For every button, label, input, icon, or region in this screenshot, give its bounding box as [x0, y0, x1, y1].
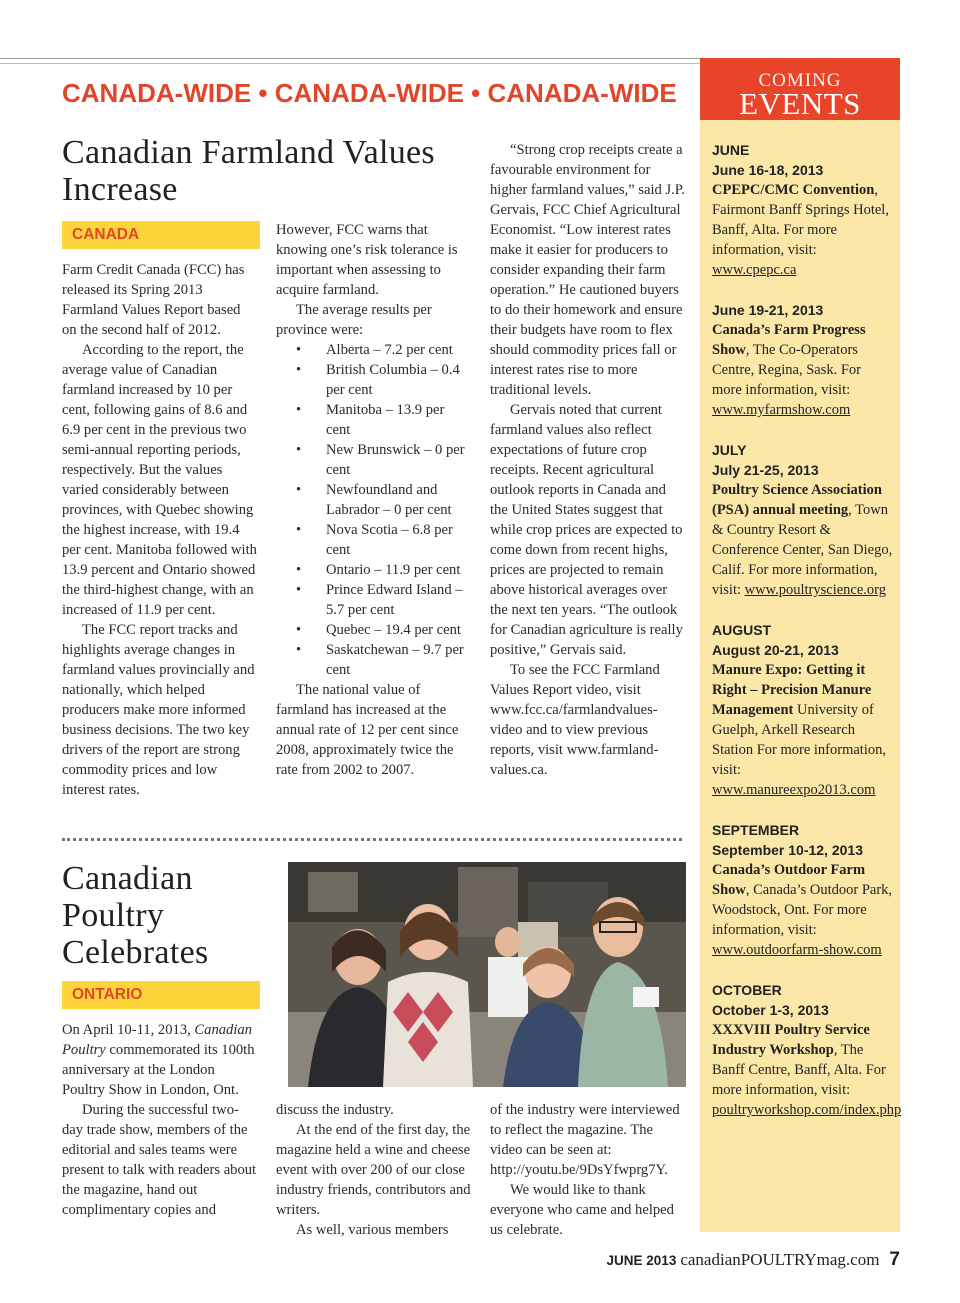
- article1-title-line1: Canadian Farmland Values: [62, 134, 435, 171]
- event-group-photo: [288, 862, 686, 1087]
- coming-label: COMING: [758, 70, 842, 91]
- article1-paragraph: “Strong crop receipts create a favourable environment for higher farmland values,” said J.P. Gervais, FCC Chief Agricultural Economist. “Low interest rates make it easier for producers to consider expanding their farm operation.” He cautioned buyers to do their homework and ensure their budgets have room to flex should commodity prices fall or interest rates rise to more traditional levels.: [490, 142, 685, 398]
- article2-column-2: [276, 1100, 472, 1240]
- event-link[interactable]: www.poultryscience.org: [744, 582, 886, 598]
- coming-events-header: [700, 58, 900, 120]
- article1-title: [62, 134, 435, 208]
- events-list: [712, 140, 902, 1120]
- event-description: [712, 1020, 902, 1120]
- event-item: [712, 300, 894, 420]
- page-number: 7: [889, 1249, 900, 1270]
- province-result-item: • Prince Edward Island – 5.7 per cent: [276, 580, 472, 620]
- event-description: [712, 860, 894, 960]
- coming-events-sidebar: [700, 58, 900, 1232]
- event-date: June 16-18, 2013: [712, 162, 824, 178]
- page-footer: [580, 1249, 900, 1271]
- article1-region-tag: CANADA: [62, 221, 260, 249]
- event-link[interactable]: www.manureexpo2013.com: [712, 782, 876, 798]
- event-details: , Fairmont Banff Springs Hotel, Banff, Alta. For more information, visit:: [712, 182, 889, 258]
- province-result-item: • Newfoundland and Labrador – 0 per cent: [276, 480, 472, 520]
- top-rule: [0, 58, 700, 59]
- issue-date: JUNE 2013: [606, 1253, 677, 1268]
- event-name: Canada’s Farm Progress Show: [712, 322, 866, 358]
- article1-paragraph: The average results per province were:: [276, 302, 432, 338]
- article2-region-tag: ONTARIO: [62, 981, 260, 1009]
- event-name: Poultry Science Association (PSA) annual meeting: [712, 482, 882, 518]
- event-link[interactable]: www.cpepc.ca: [712, 262, 797, 278]
- article2-title: [62, 860, 209, 971]
- event-date: September 10-12, 2013: [712, 842, 863, 858]
- event-description: [712, 480, 894, 600]
- event-name: Canada’s Outdoor Farm Show: [712, 862, 866, 898]
- article2-paragraph: As well, various members: [296, 1222, 449, 1238]
- province-results-list: [276, 340, 472, 680]
- event-item: [712, 460, 894, 600]
- event-description: [712, 180, 894, 280]
- event-link[interactable]: www.outdoorfarm-show.com: [712, 942, 882, 958]
- article1-column-2: [276, 220, 472, 780]
- event-description: [712, 320, 894, 420]
- event-name: XXXVIII Poultry Service Industry Workshop: [712, 1022, 870, 1058]
- province-result-item: • New Brunswick – 0 per cent: [276, 440, 472, 480]
- article-divider: [62, 838, 682, 841]
- article1-paragraph: However, FCC warns that knowing one’s risk tolerance is important when assessing to acquire farmland.: [276, 222, 458, 298]
- events-label: EVENTS: [739, 86, 861, 121]
- article2-paragraph: We would like to thank everyone who came and helped us celebrate.: [490, 1182, 674, 1238]
- event-date: August 20-21, 2013: [712, 642, 839, 658]
- article2-title-line3: Celebrates: [62, 934, 209, 971]
- article1-paragraph: According to the report, the average value of Canadian farmland increased by 10 per cent, following gains of 8.6 and 6.9 per cent in the previous two semi-annual reporting periods, respectively. But the values varied considerably between provinces, with Quebec showing the highest increase, with 19.4 per cent. Manitoba followed with 13.9 percent and Ontario showed the third-highest change, with an increased of 11.9 per cent.: [62, 342, 257, 618]
- article2-text: commemorated its 100th anniversary at the London Poultry Show in London, Ont.: [62, 1042, 255, 1098]
- event-date: October 1-3, 2013: [712, 1002, 829, 1018]
- article2-paragraph: During the successful two-day trade show, members of the editorial and sales teams were present to talk with readers about the magazine, hand out complimentary copies and: [62, 1102, 257, 1218]
- province-result-item: • Ontario – 11.9 per cent: [276, 560, 472, 580]
- event-month-heading: SEPTEMBER: [712, 822, 800, 838]
- event-month-heading: JULY: [712, 442, 747, 458]
- province-result-item: • Nova Scotia – 6.8 per cent: [276, 520, 472, 560]
- article2-paragraph: [62, 1020, 258, 1100]
- event-description: [712, 660, 894, 800]
- article1-paragraph: Gervais noted that current farmland values also reflect expectations of future crop receipts. Recent agricultural outlook reports in Canada and the United States suggest that while crop prices are expected to come down from recent highs, prices are projected to remain above historical averages over the next ten years. “The outlook for Canadian agriculture is really positive,” Gervais said.: [490, 402, 683, 658]
- event-link[interactable]: www.myfarmshow.com: [712, 402, 851, 418]
- article2-title-line1: Canadian: [62, 860, 193, 897]
- article1-paragraph: To see the FCC Farmland Values Report video, visit www.fcc.ca/farmlandvalues-video and to view previous reports, visit www.farmland-values.ca.: [490, 662, 660, 778]
- article2-title-line2: Poultry: [62, 897, 165, 934]
- article2-paragraph: discuss the industry.: [276, 1102, 394, 1118]
- article2-column-1: [62, 1020, 258, 1220]
- group-photo-illustration: [288, 862, 686, 1087]
- article2-paragraph: At the end of the first day, the magazine held a wine and cheese event with over 200 of our close industry friends, contributors and writers.: [276, 1122, 471, 1218]
- article1-column-3: [490, 140, 686, 780]
- event-details: , Canada’s Outdoor Park, Woodstock, Ont. For more information, visit:: [712, 882, 893, 938]
- article2-text: On April 10-11, 2013,: [62, 1022, 195, 1038]
- magazine-website: canadianPOULTRYmag.com: [680, 1250, 880, 1269]
- province-result-item: • Alberta – 7.2 per cent: [276, 340, 472, 360]
- magazine-name: Canadian Poultry: [62, 1022, 252, 1058]
- event-month-heading: JUNE: [712, 142, 750, 158]
- article1-paragraph: The national value of farmland has increased at the annual rate of 12 per cent since 2008, approximately twice the rate from 2002 to 2007.: [276, 682, 459, 778]
- event-item: [712, 840, 894, 960]
- event-link[interactable]: poultryworkshop.com/index.php: [712, 1102, 902, 1118]
- event-name: Manure Expo: Getting it Right – Precision Manure Management: [712, 662, 872, 718]
- event-details: University of Guelph, Arkell Research Station For more information, visit:: [712, 702, 886, 778]
- event-item: [712, 160, 894, 280]
- province-result-item: • Saskatchewan – 9.7 per cent: [276, 640, 472, 680]
- article1-paragraph: The FCC report tracks and highlights average changes in farmland values provincially and nationally, which helped producers make more informed business decisions. The two key drivers of the report are strong commodity prices and low interest rates.: [62, 622, 255, 798]
- event-date: June 19-21, 2013: [712, 302, 824, 318]
- province-result-item: • Quebec – 19.4 per cent: [276, 620, 472, 640]
- event-details: , Town & Country Resort & Conference Center, San Diego, Calif. For more information, visit:: [712, 502, 893, 598]
- province-result-item: • Manitoba – 13.9 per cent: [276, 400, 472, 440]
- event-month-heading: OCTOBER: [712, 982, 782, 998]
- top-rule-secondary: [0, 63, 700, 64]
- event-date: July 21-25, 2013: [712, 462, 819, 478]
- event-details: , The Co-Operators Centre, Regina, Sask. For more information, visit:: [712, 342, 862, 398]
- event-item: [712, 640, 894, 800]
- event-name: CPEPC/CMC Convention: [712, 182, 875, 198]
- article2-paragraph: of the industry were interviewed to reflect the magazine. The video can be seen at: http://youtu.be/9DsYfwprg7Y.: [490, 1102, 680, 1178]
- article2-column-3: [490, 1100, 686, 1240]
- article1-column-1: [62, 260, 258, 800]
- article1-paragraph: Farm Credit Canada (FCC) has released its Spring 2013 Farmland Values Report based on the second half of 2012.: [62, 262, 245, 338]
- event-details: , The Banff Centre, Banff, Alta. For more information, visit:: [712, 1042, 886, 1098]
- article1-title-line2: Increase: [62, 171, 178, 208]
- province-result-item: • British Columbia – 0.4 per cent: [276, 360, 472, 400]
- event-item: [712, 1000, 902, 1120]
- section-banner: CANADA-WIDE • CANADA-WIDE • CANADA-WIDE: [62, 78, 677, 108]
- event-month-heading: AUGUST: [712, 622, 772, 638]
